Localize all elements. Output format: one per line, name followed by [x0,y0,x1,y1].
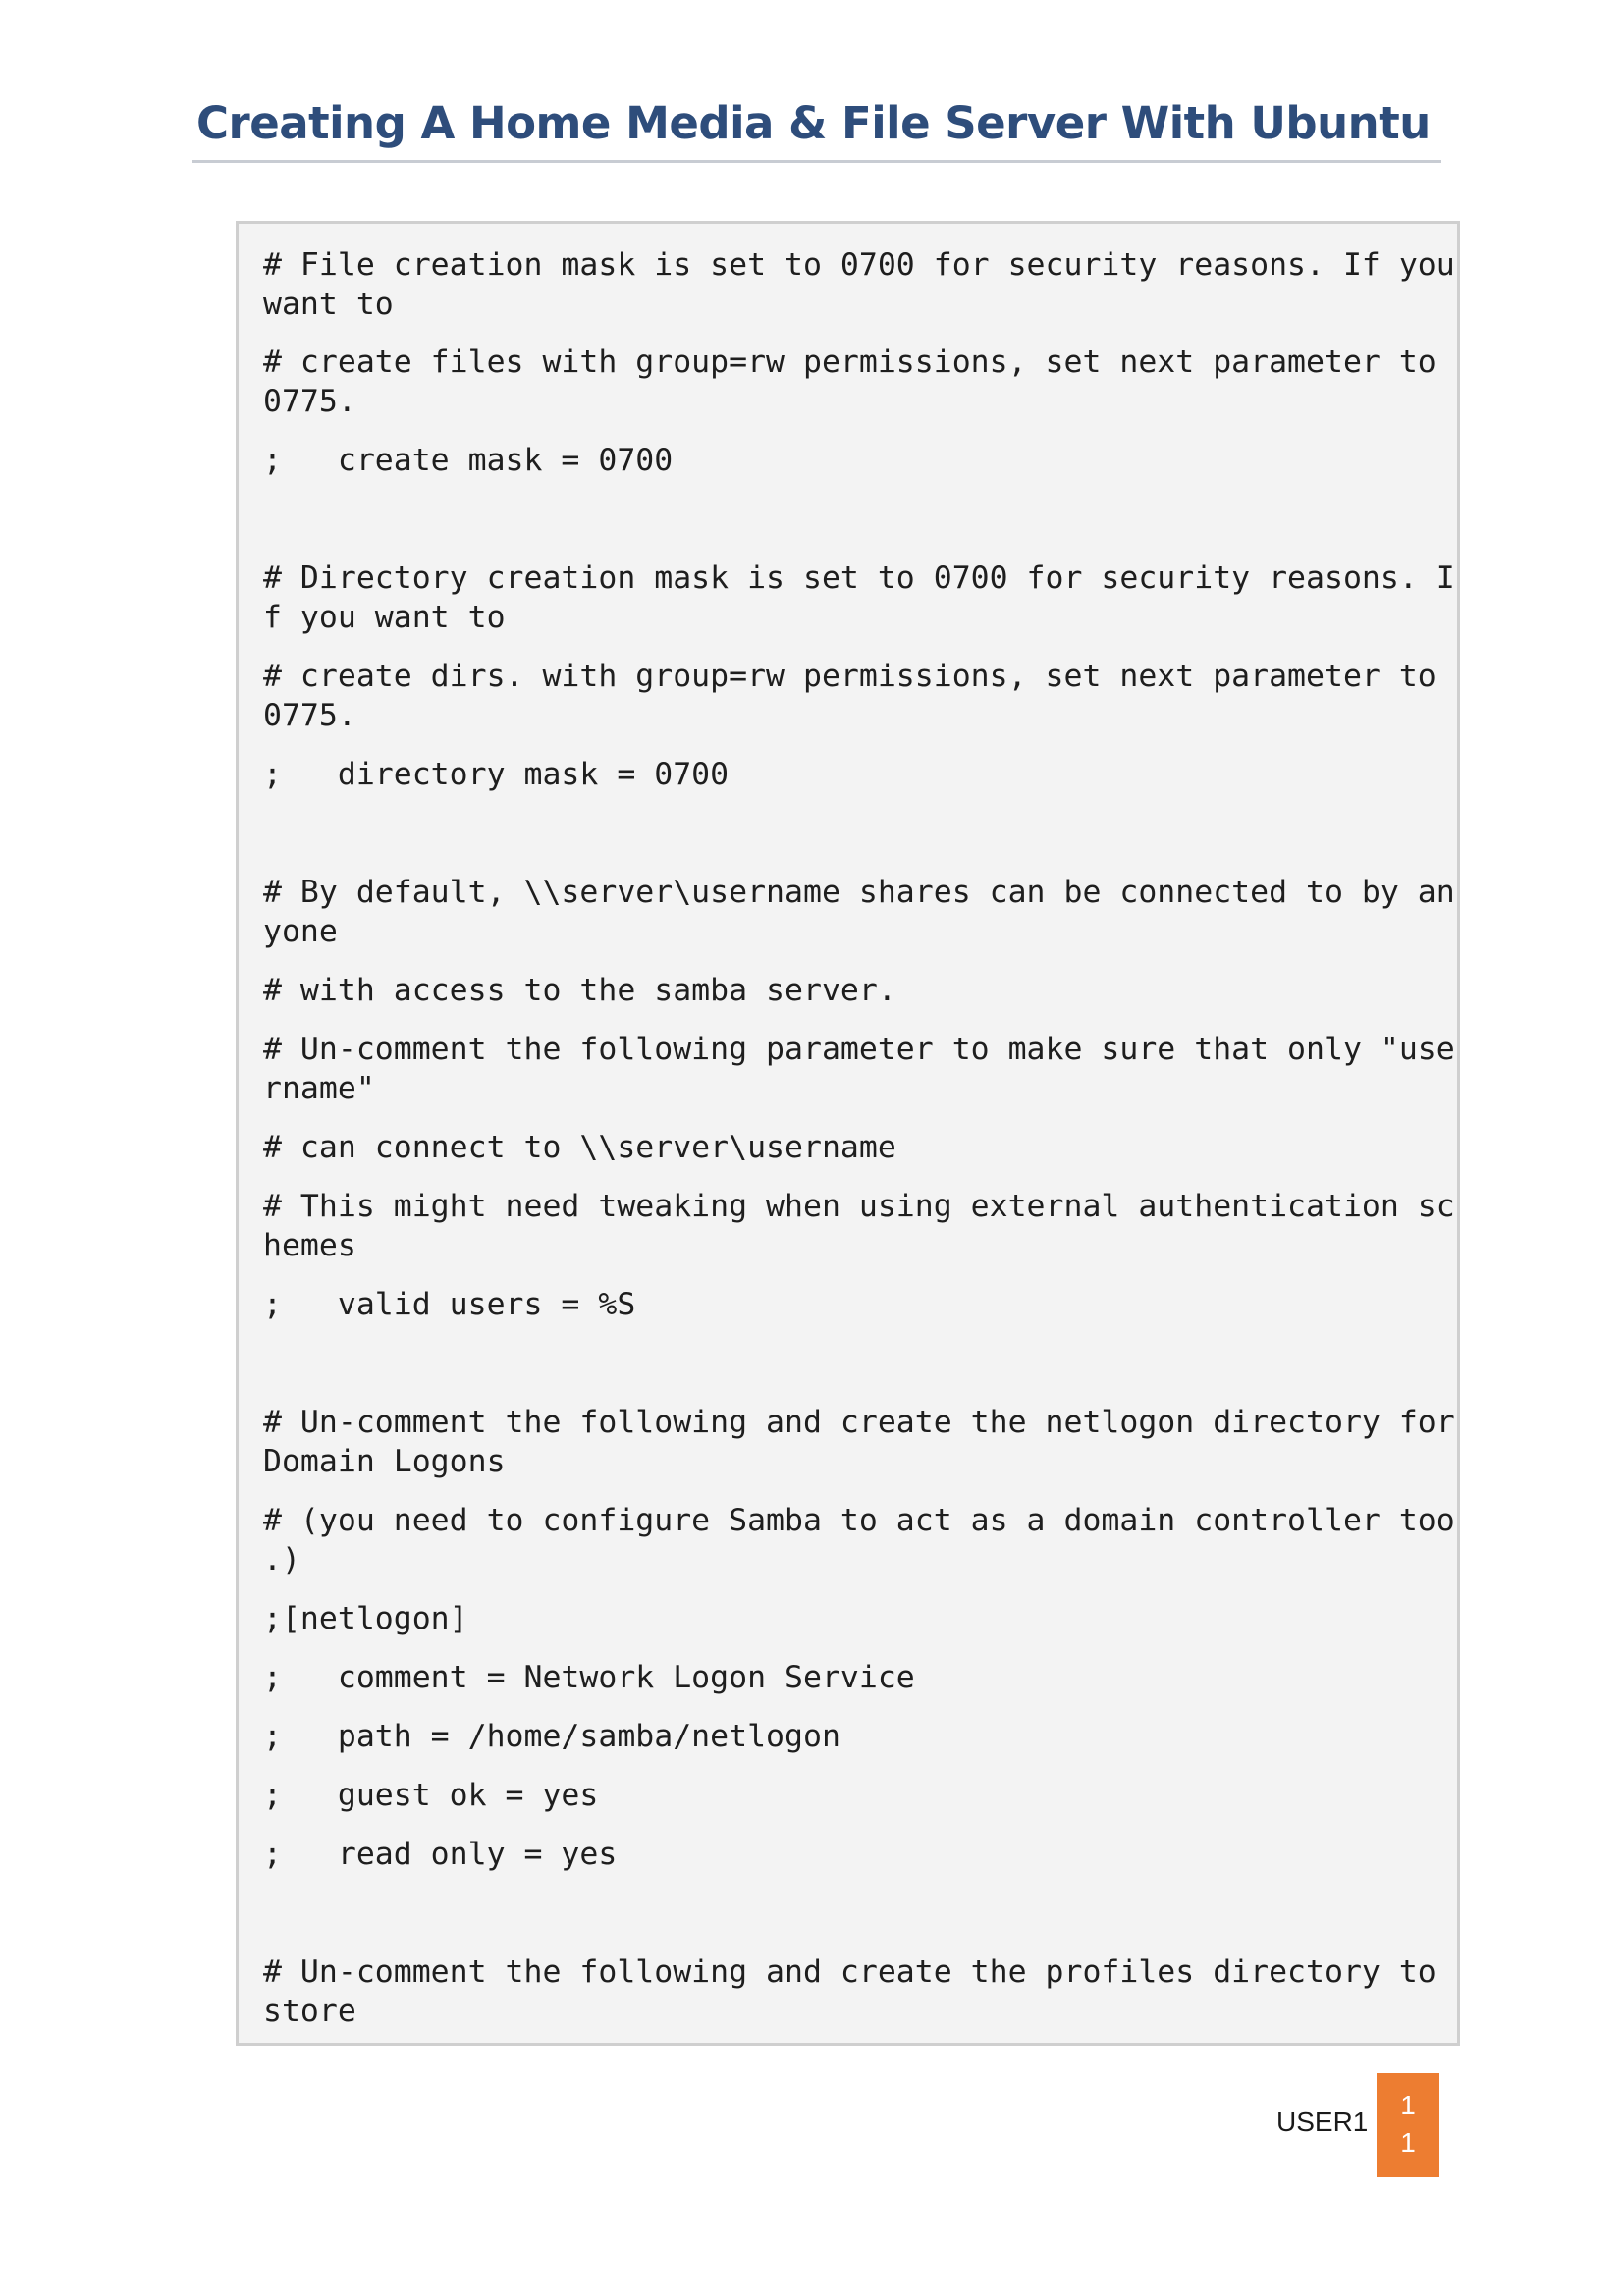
code-line: # with access to the samba server. [263,973,896,1008]
footer-author: USER1 [1276,2107,1369,2137]
code-line: 0775. [263,698,356,733]
code-line: # File creation mask is set to 0700 for security reasons. If you [263,247,1455,283]
code-line: ; read only = yes [263,1837,618,1872]
code-line: store [263,1994,356,2029]
code-line: 0775. [263,384,356,419]
code-line: # create dirs. with group=rw permissions, set next parameter to [263,659,1436,694]
code-line: ; directory mask = 0700 [263,757,730,792]
code-line: ; valid users = %S [263,1287,636,1322]
code-line: want to [263,287,394,322]
page-number-badge [1377,2073,1439,2177]
code-line: .) [263,1542,300,1577]
page-number-digit: 1 [1400,2127,1416,2158]
code-line: # Un-comment the following and create the profiles directory to [263,1954,1436,1990]
code-line: # can connect to \\server\username [263,1130,896,1165]
code-line: ; comment = Network Logon Service [263,1660,915,1695]
code-block [236,221,1460,2046]
code-line: ; create mask = 0700 [263,443,674,478]
code-line: ; path = /home/samba/netlogon [263,1719,840,1754]
code-line: ;[netlogon] [263,1601,468,1636]
code-line: yone [263,914,338,949]
code-line: hemes [263,1228,356,1263]
page-number-digit: 1 [1400,2090,1416,2120]
title-divider [192,160,1441,163]
code-line: # create files with group=rw permissions, set next parameter to [263,345,1436,380]
code-line: rname" [263,1071,375,1106]
code-line: # Un-comment the following and create the netlogon directory for [263,1405,1455,1440]
code-line: ; guest ok = yes [263,1778,599,1813]
code-line: Domain Logons [263,1444,506,1479]
code-line: # Directory creation mask is set to 0700 for security reasons. I [263,561,1455,596]
code-line: # (you need to configure Samba to act as a domain controller too [263,1503,1455,1538]
code-line: # Un-comment the following parameter to make sure that only "use [263,1032,1455,1067]
code-line: f you want to [263,600,506,635]
code-line: # By default, \\server\username shares can be connected to by an [263,875,1455,910]
code-line: # This might need tweaking when using external authentication sc [263,1189,1455,1224]
page-title: Creating A Home Media & File Server With Ubuntu [196,97,1431,149]
